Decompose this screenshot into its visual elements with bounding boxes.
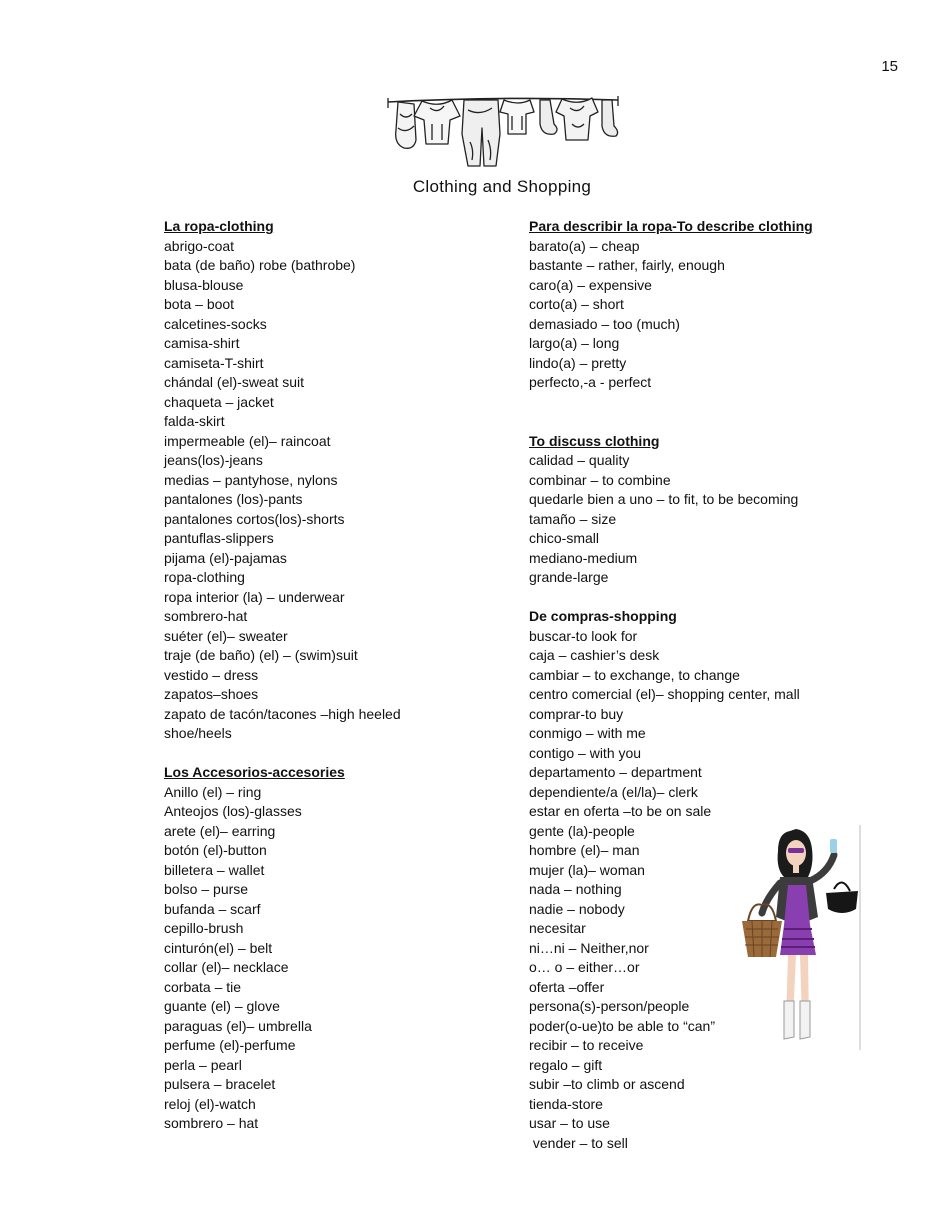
vocab-item: camiseta-T-shirt (164, 354, 264, 371)
vocab-item: cepillo-brush (164, 920, 244, 936)
vocab-item: pijama (el)-pajamas (164, 549, 287, 566)
vocab-item: bufanda – scarf (164, 900, 261, 917)
vocab-item: pantalones (los)-pants (164, 491, 303, 507)
vocab-item: ropa-clothing (164, 569, 245, 585)
vocab-item: barato(a) – cheap (529, 237, 640, 254)
vocab-item: caro(a) – expensive (529, 276, 652, 293)
section-accesorios (164, 763, 524, 1134)
vocab-item: gente (la)-people (529, 822, 635, 839)
vocab-item: cinturón(el) – belt (164, 939, 273, 956)
section-heading: Para describir la ropa-To describe clothing (529, 218, 813, 234)
vocab-item: usar – to use (529, 1115, 610, 1131)
section-heading: La ropa-clothing (164, 218, 274, 234)
vocab-item: corbata – tie (164, 978, 242, 995)
vocab-item: departamento – department (529, 764, 702, 780)
vocab-item: jeans(los)-jeans (164, 452, 263, 468)
vocab-item: sombrero – hat (164, 1115, 259, 1131)
vocab-item: perfecto,-a - perfect (529, 374, 652, 390)
vocab-item: regalo – gift (529, 1056, 603, 1073)
vocab-item: hombre (el)– man (529, 842, 640, 858)
vocab-item: o… o – either…or (529, 959, 640, 975)
vocab-item: dependiente/a (el/la)– clerk (529, 783, 698, 800)
vocab-item: falda-skirt (164, 413, 225, 429)
vocab-item: zapatos–shoes (164, 686, 259, 702)
vocab-item: ni…ni – Neither,nor (529, 939, 649, 956)
vocab-item: centro comercial (el)– shopping center, mall (529, 686, 800, 702)
vocab-item: zapato de tacón/tacones –high heeled shoe/heels (164, 705, 401, 741)
vocab-item: chándal (el)-sweat suit (164, 374, 305, 390)
vocab-item: bota – boot (164, 296, 235, 312)
vocab-item: calidad – quality (529, 452, 630, 468)
vocab-item: poder(o-ue)to be able to “can” (529, 1017, 715, 1034)
vocab-item: quedarle bien a uno – to fit, to be becoming (529, 491, 799, 507)
vocab-item: blusa-blouse (164, 276, 244, 293)
vocab-item: chico-small (529, 530, 600, 546)
page-number: 15 (881, 58, 898, 75)
vocab-item: camisa-shirt (164, 335, 240, 351)
vocab-item: medias – pantyhose, nylons (164, 471, 338, 488)
vocab-item: mujer (la)– woman (529, 861, 645, 878)
vocab-item: mediano-medium (529, 549, 638, 566)
vocab-item: combinar – to combine (529, 471, 671, 488)
vocab-item: nada – nothing (529, 881, 622, 897)
vocab-item: perla – pearl (164, 1056, 242, 1073)
vocab-item: persona(s)-person/people (529, 998, 690, 1014)
vocab-item: buscar-to look for (529, 627, 638, 644)
vocab-item: pulsera – bracelet (164, 1076, 276, 1092)
vocab-item: bolso – purse (164, 881, 249, 897)
section-discuss (529, 432, 889, 588)
vocab-item: bata (de baño) robe (bathrobe) (164, 257, 356, 273)
vocab-item: cambiar – to exchange, to change (529, 666, 740, 683)
vocab-item: corto(a) – short (529, 296, 624, 312)
vocab-item: Anteojos (los)-glasses (164, 803, 302, 819)
vocab-item: demasiado – too (much) (529, 315, 680, 332)
vocab-item: Anillo (el) – ring (164, 783, 262, 800)
vocab-item: pantuflas-slippers (164, 530, 274, 546)
vocab-item: vender – to sell (529, 1134, 628, 1151)
shopping-woman-illustration-icon (738, 825, 862, 1050)
vocab-item: billetera – wallet (164, 861, 265, 878)
vocab-item: reloj (el)-watch (164, 1095, 256, 1112)
vocab-item: recibir – to receive (529, 1037, 644, 1053)
vocab-item: contigo – with you (529, 744, 642, 761)
vocab-item: tienda-store (529, 1095, 603, 1112)
vocab-item: grande-large (529, 569, 609, 585)
vocab-item: largo(a) – long (529, 335, 620, 351)
vocab-item: ropa interior (la) – underwear (164, 588, 345, 605)
vocab-item: comprar-to buy (529, 705, 624, 722)
section-heading: To discuss clothing (529, 432, 660, 449)
section-heading: De compras-shopping (529, 608, 677, 624)
vocab-item: oferta –offer (529, 978, 605, 995)
vocab-item: suéter (el)– sweater (164, 627, 288, 644)
left-column (164, 217, 524, 1153)
vocab-item: botón (el)-button (164, 842, 267, 858)
vocab-item: impermeable (el)– raincoat (164, 432, 331, 449)
vocab-item: nadie – nobody (529, 900, 625, 917)
section-heading: Los Accesorios-accesories (164, 764, 345, 780)
vocab-item: calcetines-socks (164, 315, 267, 332)
vocab-item: pantalones cortos(los)-shorts (164, 510, 345, 527)
vocab-item: arete (el)– earring (164, 822, 276, 839)
vocab-item: abrigo-coat (164, 237, 235, 254)
section-la-ropa (164, 217, 524, 744)
vocab-item: paraguas (el)– umbrella (164, 1017, 312, 1034)
section-describir (529, 217, 889, 393)
vocab-item: perfume (el)-perfume (164, 1037, 296, 1053)
page-title: Clothing and Shopping (412, 177, 592, 196)
vocab-item: necesitar (529, 920, 586, 936)
vocab-item: lindo(a) – pretty (529, 354, 627, 371)
clothesline-illustration-icon (384, 94, 622, 172)
vocab-item: chaqueta – jacket (164, 393, 274, 410)
vocab-item: bastante – rather, fairly, enough (529, 257, 725, 273)
vocab-item: traje (de baño) (el) – (swim)suit (164, 647, 358, 663)
vocab-item: conmigo – with me (529, 725, 646, 741)
vocab-item: collar (el)– necklace (164, 959, 289, 975)
vocab-item: sombrero-hat (164, 608, 248, 624)
vocab-item: estar en oferta –to be on sale (529, 803, 712, 819)
vocab-item: tamaño – size (529, 510, 617, 527)
vocab-item: caja – cashier’s desk (529, 647, 660, 663)
vocab-item: guante (el) – glove (164, 998, 280, 1014)
vocab-item: vestido – dress (164, 666, 259, 683)
vocab-item: subir –to climb or ascend (529, 1076, 685, 1092)
